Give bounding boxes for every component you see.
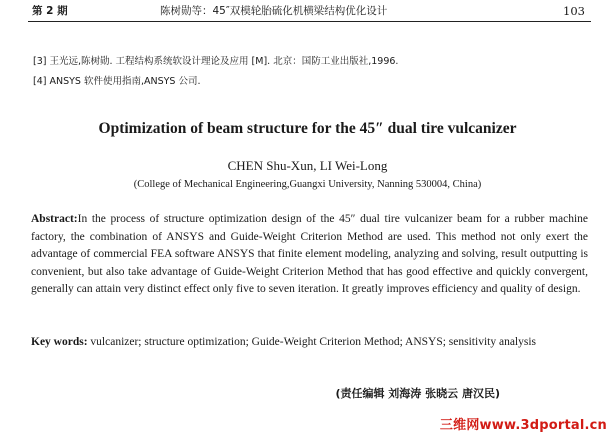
reference-item: [3] 王光远,陈树勋. 工程结构系统软设计理论及应用 [M]. 北京：国防工业出版社,1996. [33,56,399,67]
running-title: 陈树勋等：45″双模轮胎硫化机横梁结构优化设计 [160,5,388,17]
paper-title: Optimization of beam structure for the 45″ dual tire vulcanizer [98,120,517,137]
affiliation: (College of Mechanical Engineering,Guangxi University, Nanning 530004, China) [133,179,482,190]
header-rule [28,21,591,22]
keywords-text: vulcanizer; structure optimization; Guide-Weight Criterion Method; ANSYS; sensitivity analysis [87,336,537,348]
abstract-label: Abstract: [31,213,78,225]
abstract-paragraph [31,211,588,299]
abstract-text: In the process of structure optimization design of the 45″ dual tire vulcanizer beam for a rubber machine factory, the combination of ANSYS and Guide-Weight Criterion Method are used. This method not only exert the advantage of commercial FEA software ANSYS that finite element modeling, analyzing and solving, result outputting is convenient, but also take advantage of Guide-Weight Criterion Method that has good effective and quickly convergent, generally can attain very distinct effect only five to seven iteration. It greatly improves efficiency and quality of design. [31,213,588,296]
page-number: 103 [563,4,585,18]
keywords-paragraph [31,333,588,352]
editor-credits: (责任编辑 刘海涛 张晓云 唐汉民) [335,387,500,400]
reference-item: [4] ANSYS 软件使用指南,ANSYS 公司. [33,76,201,87]
site-watermark: 三维网www.3dportal.cn [439,418,607,433]
keywords-label: Key words: [31,336,88,348]
issue-number: 第 2 期 [32,5,68,17]
author-list: CHEN Shu-Xun, LI Wei-Long [227,158,388,173]
